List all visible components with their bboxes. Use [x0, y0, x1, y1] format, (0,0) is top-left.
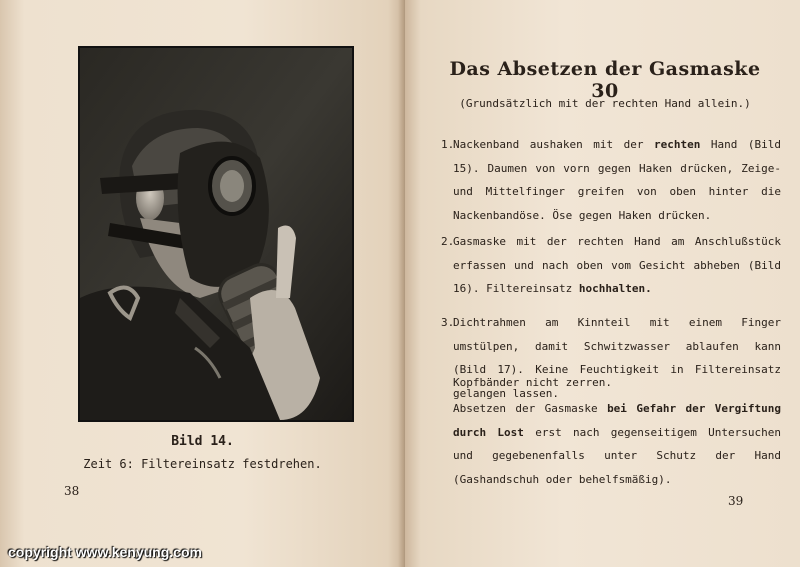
figure-caption-title: Bild 14.: [171, 434, 234, 449]
instruction-item: [441, 133, 781, 227]
note-paragraph: Kopfbänder nicht zerren.: [453, 376, 612, 389]
photo-illustration: [80, 48, 352, 420]
section-heading: Das Absetzen der Gasmaske 30: [449, 58, 761, 102]
right-page: [405, 0, 800, 567]
item-number: 3.: [441, 316, 455, 329]
gas-mask-photo: [78, 46, 354, 422]
item-bold-text: rechten: [654, 138, 701, 151]
item-text-part: Nackenband aushaken mit der: [453, 138, 654, 151]
paragraph-text-part: Absetzen der Gasmaske: [453, 402, 608, 415]
item-text-part: Hand (Bild 15). Daumen von vorn gegen Haken drücken, Zeige- und Mittelfinger greifen von oben hinter die Nackenbandöse. Öse gegen Haken drücken.: [453, 138, 781, 222]
page-number-left: 38: [64, 484, 80, 498]
section-subheading: (Grundsätzlich mit der rechten Hand allein.): [459, 97, 751, 110]
item-text-part: Dichtrahmen am Kinnteil mit einem Finger umstülpen, damit Schwitzwasser ablaufen kann (Bild 17). Keine Feuchtigkeit in Filtereinsatz gelangen lassen.: [453, 316, 781, 400]
figure-caption-text: Zeit 6: Filtereinsatz festdrehen.: [83, 457, 322, 471]
instruction-item: [441, 230, 781, 301]
item-text: [453, 230, 781, 301]
item-number: 2.: [441, 235, 455, 248]
paragraph-text-part: erst nach gegenseitigem Untersuchen und gegebenenfalls unter Schutz der Hand (Gashandschuh oder behelfsmäßig).: [453, 425, 781, 486]
item-number: 1.: [441, 138, 455, 151]
item-text: [453, 133, 781, 227]
copyright-watermark: copyright www.kenyung.com: [8, 544, 202, 560]
paragraph-bold-text: bei Gefahr der Vergiftung durch Lost: [453, 402, 781, 439]
page-number-right: 39: [728, 494, 744, 508]
item-bold-text: hochhalten.: [578, 282, 652, 295]
item-text-part: Gasmaske mit der rechten Hand am Anschlußstück erfassen und nach oben vom Gesicht abheben (Bild 16). Filtereinsatz: [453, 235, 781, 295]
warning-paragraph: [453, 397, 781, 491]
